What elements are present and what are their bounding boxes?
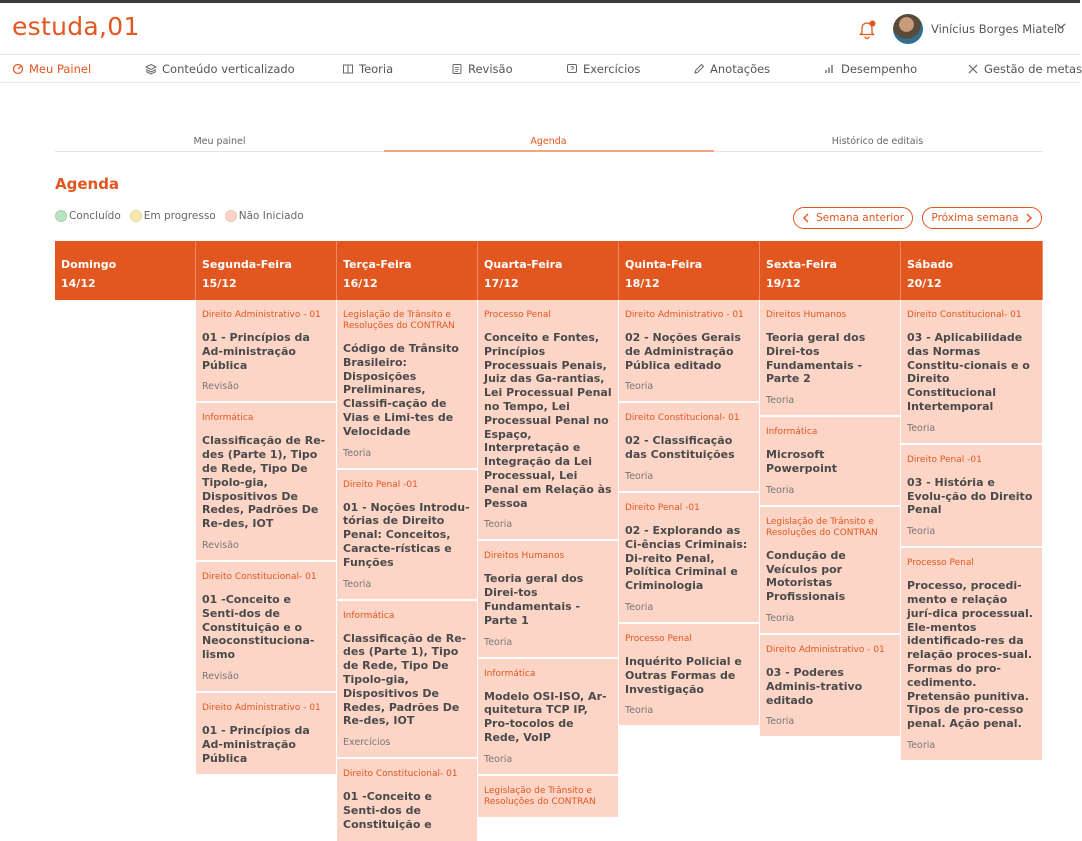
study-card[interactable] bbox=[619, 622, 760, 725]
study-card[interactable] bbox=[478, 300, 619, 539]
legend-label: Em progresso bbox=[143, 210, 216, 222]
card-activity-type: Teoria bbox=[625, 705, 654, 717]
card-activity-type: Teoria bbox=[343, 578, 372, 590]
study-card[interactable] bbox=[337, 599, 478, 758]
study-card[interactable] bbox=[901, 546, 1043, 760]
day-name: Quarta-Feira bbox=[484, 258, 563, 271]
legend-label: Não Iniciado bbox=[238, 210, 304, 222]
day-column bbox=[901, 241, 1043, 801]
day-date: 14/12 bbox=[61, 277, 96, 290]
chevron-down-icon[interactable] bbox=[1055, 20, 1067, 35]
card-subject: Direito Administrativo - 01 bbox=[202, 702, 321, 713]
day-name: Sábado bbox=[907, 258, 954, 271]
card-title: Condução de Veículos por Motoristas Profissionais bbox=[766, 548, 846, 604]
day-column bbox=[337, 241, 478, 831]
card-subject: Direito Administrativo - 01 bbox=[202, 310, 321, 320]
card-subject: Legislação de Trânsito e Resoluções do CONTRAN bbox=[766, 516, 878, 538]
card-title: 03 - História e Evolu-ção do Direito Penal bbox=[907, 475, 1033, 517]
card-title: Código de Trânsito Brasileiro: Disposições Preliminares, Classifi-cação de Vias e Limi-tes de Velocidade bbox=[343, 342, 459, 438]
nav-item-meu-painel[interactable] bbox=[12, 62, 91, 76]
next-week-label: Próxima semana bbox=[931, 212, 1019, 224]
dashboard-icon bbox=[12, 63, 24, 75]
card-subject: Direito Constitucional- 01 bbox=[343, 769, 458, 780]
status-dot-icon bbox=[55, 210, 67, 222]
page-title: Agenda bbox=[55, 175, 120, 193]
tab-meu-painel[interactable]: Meu painel bbox=[193, 136, 246, 147]
card-activity-type: Revisão bbox=[202, 670, 239, 682]
card-title: 01 - Noções Introdu-tórias de Direito Penal: Conceitos, Caracte-rísticas e Funções bbox=[343, 500, 470, 569]
edit-icon bbox=[693, 63, 705, 75]
card-activity-type: Teoria bbox=[625, 601, 654, 613]
status-legend bbox=[55, 210, 308, 222]
card-activity-type: Exercícios bbox=[343, 737, 391, 749]
card-activity-type: Teoria bbox=[343, 447, 372, 459]
nav-item-desempenho[interactable] bbox=[824, 62, 917, 76]
question-icon bbox=[566, 63, 578, 75]
card-title: 02 - Explorando as Ci-ências Criminais: Di-reito Penal, Política Criminal e Criminologia bbox=[625, 523, 748, 593]
status-dot-icon bbox=[225, 210, 237, 222]
card-subject: Direito Administrativo - 01 bbox=[625, 310, 744, 320]
study-card[interactable] bbox=[619, 401, 760, 491]
card-subject: Direito Constitucional- 01 bbox=[625, 413, 740, 424]
nav-label: Conteúdo verticalizado bbox=[162, 62, 295, 76]
study-card[interactable] bbox=[337, 300, 478, 468]
card-activity-type: Teoria bbox=[766, 716, 795, 728]
study-card[interactable] bbox=[619, 491, 760, 622]
day-date: 15/12 bbox=[202, 277, 237, 290]
card-title: 03 - Aplicabilidade das Normas Constitu-cionais e o Direito Constitucional Intertemporal bbox=[907, 331, 1030, 413]
study-card[interactable] bbox=[901, 443, 1043, 546]
card-activity-type: Teoria bbox=[766, 612, 795, 624]
card-title: 01 -Conceito e Senti-dos de Constituição e o Neoconstituciona-lismo bbox=[202, 592, 315, 662]
app-header bbox=[0, 3, 1080, 55]
day-column bbox=[619, 241, 760, 801]
study-card[interactable] bbox=[760, 633, 901, 736]
previous-week-button[interactable] bbox=[793, 207, 913, 229]
card-title: 01 -Conceito e Senti-dos de Constituição e bbox=[343, 790, 433, 831]
study-card[interactable] bbox=[478, 539, 619, 656]
day-header bbox=[619, 241, 760, 300]
card-subject: Legislação de Trânsito e Resoluções do CONTRAN bbox=[484, 785, 596, 807]
day-header bbox=[901, 241, 1043, 300]
book-icon bbox=[342, 63, 354, 75]
nav-label: Revisão bbox=[468, 62, 513, 76]
nav-label: Meu Painel bbox=[29, 62, 92, 76]
bar-chart-icon bbox=[824, 63, 836, 75]
day-column bbox=[55, 241, 196, 801]
study-card[interactable] bbox=[619, 300, 760, 401]
layers-icon bbox=[145, 63, 157, 75]
nav-item-exercicios[interactable] bbox=[566, 62, 640, 76]
card-title: Modelo OSI-ISO, Ar-quitetura TCP IP, Pro-tocolos de Rede, VoIP bbox=[484, 689, 607, 744]
card-subject: Processo Penal bbox=[625, 633, 692, 644]
card-title: Microsoft Powerpoint bbox=[766, 448, 837, 475]
nav-label: Gestão de metas bbox=[984, 62, 1082, 76]
document-icon bbox=[451, 63, 463, 75]
card-activity-type: Teoria bbox=[766, 395, 795, 407]
day-column bbox=[478, 241, 619, 807]
legend-item-nao-iniciado bbox=[225, 210, 304, 222]
card-subject: Direito Penal -01 bbox=[907, 454, 982, 465]
day-header bbox=[55, 241, 196, 300]
avatar[interactable] bbox=[893, 14, 923, 44]
card-subject: Direitos Humanos bbox=[484, 551, 565, 562]
study-card[interactable] bbox=[196, 691, 337, 774]
card-subject: Informática bbox=[343, 610, 395, 621]
tab-agenda[interactable]: Agenda bbox=[530, 136, 567, 147]
card-activity-type: Teoria bbox=[766, 484, 795, 496]
weekly-agenda bbox=[55, 241, 1043, 831]
card-title: Processo, procedi-mento e relação jurí-dica processual. Ele-mentos identificado-res da relação proces-sual. Formas do pro-cedimento. Pretensão punitiva. Tipos de pro-cesso penal. Ação penal. bbox=[907, 579, 1033, 731]
card-subject: Direito Penal -01 bbox=[343, 479, 418, 490]
card-subject: Processo Penal bbox=[907, 558, 974, 569]
active-tab-indicator bbox=[384, 150, 714, 152]
card-activity-type: Revisão bbox=[202, 381, 239, 393]
card-subject: Direito Constitucional- 01 bbox=[907, 310, 1022, 320]
card-title: 01 - Princípios da Ad-ministração Pública bbox=[202, 331, 310, 372]
study-card[interactable] bbox=[478, 657, 619, 774]
nav-item-conteudo-verticalizado[interactable] bbox=[145, 62, 295, 76]
day-header bbox=[760, 241, 901, 300]
card-subject: Informática bbox=[484, 668, 536, 679]
card-title: 01 - Princípios da Ad-ministração Pública bbox=[202, 723, 310, 765]
card-activity-type: Teoria bbox=[625, 381, 654, 393]
nav-item-teoria[interactable] bbox=[342, 62, 393, 76]
card-title: 02 - Classificação das Constituições bbox=[625, 434, 735, 462]
card-activity-type: Teoria bbox=[484, 636, 513, 648]
next-week-button[interactable] bbox=[922, 207, 1042, 229]
day-date: 18/12 bbox=[625, 277, 660, 290]
legend-item-concluido bbox=[55, 210, 121, 222]
card-activity-type: Teoria bbox=[484, 753, 513, 765]
nav-label: Exercícios bbox=[583, 62, 641, 76]
nav-label: Anotações bbox=[710, 62, 771, 76]
card-subject: Direito Constitucional- 01 bbox=[202, 571, 317, 582]
study-card[interactable] bbox=[760, 415, 901, 505]
chevron-left-icon bbox=[802, 213, 810, 223]
chevron-right-icon bbox=[1025, 213, 1033, 223]
card-subject: Direitos Humanos bbox=[766, 310, 847, 320]
card-title: Conceito e Fontes, Princípios Processuais Penais, Juiz das Ga-rantias, Lei Processual Penal no Tempo, Lei Processual Penal no Espaço, Interpretação e Integração da Lei Processual, Lei Penal em Relação às Pessoa bbox=[484, 331, 612, 510]
card-subject: Processo Penal bbox=[484, 310, 551, 320]
tools-icon bbox=[967, 63, 979, 75]
legend-item-em-progresso bbox=[130, 210, 216, 222]
study-card[interactable] bbox=[196, 401, 337, 560]
card-activity-type: Teoria bbox=[625, 470, 654, 482]
card-activity-type: Teoria bbox=[907, 422, 936, 434]
study-card[interactable] bbox=[760, 300, 901, 415]
day-name: Domingo bbox=[61, 258, 117, 271]
card-title: 03 - Poderes Adminis-trativo editado bbox=[766, 665, 863, 707]
nav-item-revisao[interactable] bbox=[451, 62, 513, 76]
card-title: Teoria geral dos Direi-tos Fundamentais - Parte 2 bbox=[766, 331, 866, 386]
card-title: Classificação de Re-des (Parte 1), Tipo de Rede, Tipo De Tipolo-gia, Dispositivos De Redes, Padrões De Re-des, IOT bbox=[202, 434, 326, 531]
previous-week-label: Semana anterior bbox=[816, 212, 904, 224]
nav-item-anotacoes[interactable] bbox=[693, 62, 770, 76]
day-date: 20/12 bbox=[907, 277, 942, 290]
day-date: 19/12 bbox=[766, 277, 801, 290]
card-subject: Informática bbox=[202, 413, 254, 424]
study-card[interactable] bbox=[760, 505, 901, 633]
card-subject: Legislação de Trânsito e Resoluções do CONTRAN bbox=[343, 310, 455, 331]
day-name: Segunda-Feira bbox=[202, 258, 292, 271]
study-card[interactable] bbox=[337, 468, 478, 599]
card-title: Inquérito Policial e Outras Formas de Investigação bbox=[625, 654, 742, 696]
study-card[interactable] bbox=[196, 560, 337, 691]
study-card[interactable] bbox=[901, 300, 1043, 443]
day-date: 17/12 bbox=[484, 277, 519, 290]
sub-tabs bbox=[55, 132, 1043, 152]
day-column bbox=[760, 241, 901, 801]
tab-historico-de-editais[interactable]: Histórico de editais bbox=[831, 136, 924, 147]
day-column bbox=[196, 241, 337, 801]
study-card[interactable] bbox=[337, 757, 478, 840]
card-activity-type: Teoria bbox=[907, 526, 936, 538]
day-date: 16/12 bbox=[343, 277, 378, 290]
nav-label: Desempenho bbox=[841, 62, 918, 76]
card-subject: Direito Penal -01 bbox=[625, 502, 700, 513]
card-activity-type: Teoria bbox=[907, 739, 936, 751]
card-activity-type: Revisão bbox=[202, 539, 239, 551]
study-card[interactable] bbox=[478, 774, 619, 817]
app-logo[interactable]: estuda,01 bbox=[12, 12, 140, 41]
nav-label: Teoria bbox=[359, 62, 394, 76]
day-name: Sexta-Feira bbox=[766, 258, 837, 271]
study-card[interactable] bbox=[196, 300, 337, 401]
nav-item-gestao-de-metas[interactable] bbox=[967, 62, 1082, 76]
card-title: Teoria geral dos Direi-tos Fundamentais - Parte 1 bbox=[484, 572, 584, 627]
user-name[interactable]: Vinícius Borges Miatelo bbox=[931, 22, 1065, 36]
day-name: Terça-Feira bbox=[343, 258, 412, 271]
card-subject: Direito Administrativo - 01 bbox=[766, 644, 885, 655]
main-nav bbox=[0, 56, 1080, 83]
day-header bbox=[196, 241, 337, 300]
day-header bbox=[337, 241, 478, 300]
day-name: Quinta-Feira bbox=[625, 258, 703, 271]
day-header bbox=[478, 241, 619, 300]
status-dot-icon bbox=[130, 210, 142, 222]
notification-bell-icon[interactable] bbox=[856, 18, 878, 40]
card-title: 02 - Noções Gerais de Administração Pública editado bbox=[625, 331, 741, 372]
card-title: Classificação de Re-des (Parte 1), Tipo de Rede, Tipo De Tipolo-gia, Dispositivos De Redes, Padrões De Re-des, IOT bbox=[343, 631, 467, 728]
card-subject: Informática bbox=[766, 427, 818, 438]
legend-label: Concluído bbox=[69, 210, 121, 222]
card-activity-type: Teoria bbox=[484, 519, 513, 531]
